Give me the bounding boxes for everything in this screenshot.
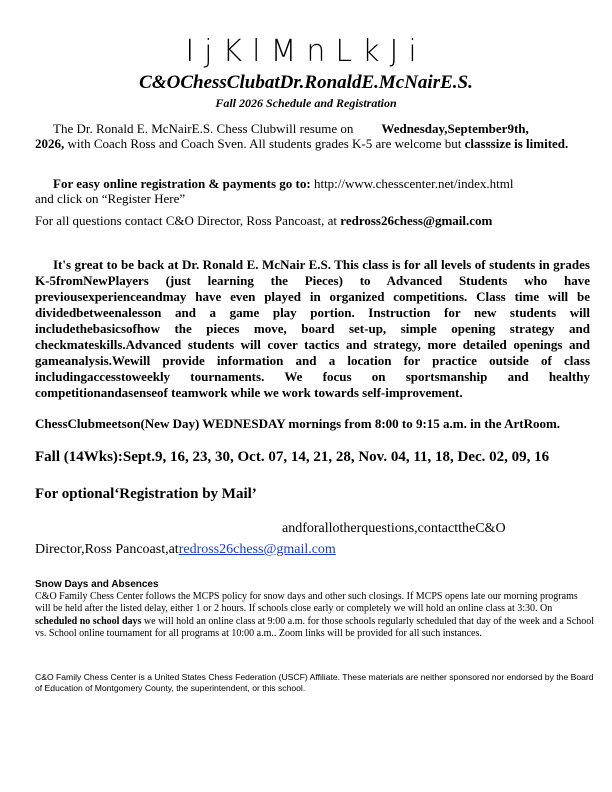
program-description (35, 257, 590, 401)
program-description-text: It's great to be back at Dr. Ronald E. McNair E.S. This class is for all levels of students in grades K-5fromNewPlayers (just learning the Pieces) to Advanced Students who have previousexperienceandmay have even played in organized competitions. Class time will be dividedbetweenalesson and a game play portion. Instruction for new students will includethebasicsofhow the pieces move, board set-up, simple opening strategy and checkmateskills.Advanced students will cover tactics and strategy, more detailed openings and gameanalysis.Wewill provide information and a location for practice outside of class includingaccesstoweekly tournaments. We focus on sportsmanship and healthy competitionandasenseof teamwork while we work towards self-improvement. (35, 257, 590, 400)
intro-coaches-text: with Coach Ross and Coach Sven. All students grades K-5 are welcome but (64, 136, 465, 151)
online-registration-label: For easy online registration & payments go to: (53, 176, 314, 191)
snow-policy-bold: scheduled no school days (35, 615, 142, 627)
snow-days-heading: Snow Days and Absences (35, 579, 159, 590)
director-contact (35, 542, 336, 558)
intro-resume-text: The Dr. Ronald E. McNairE.S. Chess Clubwill resume on (53, 121, 354, 136)
intro-paragraph (35, 121, 585, 151)
other-questions-text: andforallotherquestions,contacttheC&O (282, 521, 506, 536)
snow-policy-text-1: C&O Family Chess Center follows the MCPS policy for snow days and other such closings. If MCPS opens late our morning programs will be held after the listed delay, either 1 or 2 hours. If schools close early or completely we will hold an online class at 3:30. On (35, 591, 578, 615)
registration-url-link[interactable]: http://www.chesscenter.net/index.html (313, 176, 514, 191)
snow-days-policy (35, 591, 595, 640)
mail-registration-heading: For optional‘Registration by Mail’ (35, 486, 257, 502)
fall-session-dates: Fall (14Wks):Sept.9, 16, 23, 30, Oct. 07, 14, 21, 28, Nov. 04, 11, 18, Dec. 02, 09, 16 (35, 449, 550, 465)
intro-year: 2026, (35, 136, 65, 151)
intro-class-size: classsize is limited. (464, 136, 569, 151)
meeting-schedule: ChessClubmeetson(New Day) WEDNESDAY mornings from 8:00 to 9:15 a.m. in the ArtRoom. (35, 416, 561, 431)
contact-line (35, 213, 595, 228)
page-subtitle: Fall 2026 Schedule and Registration (215, 96, 397, 110)
online-registration (35, 176, 595, 206)
uscf-disclaimer: C&O Family Chess Center is a United States Chess Federation (USCF) Affiliate. These materials are neither sponsored nor endorsed by the Board of Education of Montgomery County, the superintendent, or this school. (35, 672, 594, 693)
intro-start-date: Wednesday,September9th, (381, 121, 529, 136)
register-here-instruction: and click on “Register Here” (35, 191, 186, 206)
page-title: C&OChessClubatDr.RonaldE.McNairE.S. (139, 72, 473, 93)
director-email-link[interactable]: redross26chess@gmail.com (178, 542, 336, 557)
director-name-text: Director,Ross Pancoast,at (35, 542, 179, 557)
snow-policy-text-2: we will hold an online class at 9:00 a.m. for those schools regularly scheduled that day of the week and a School vs. School online tournament for all programs at 10:00 a.m.. Zoom links will be provided for all such instances. (35, 615, 595, 639)
chess-pieces-banner: IjKlMnLkJi (185, 34, 427, 69)
contact-text: For all questions contact C&O Director, Ross Pancoast, at (35, 213, 341, 228)
contact-email: redross26chess@gmail.com (340, 213, 493, 228)
